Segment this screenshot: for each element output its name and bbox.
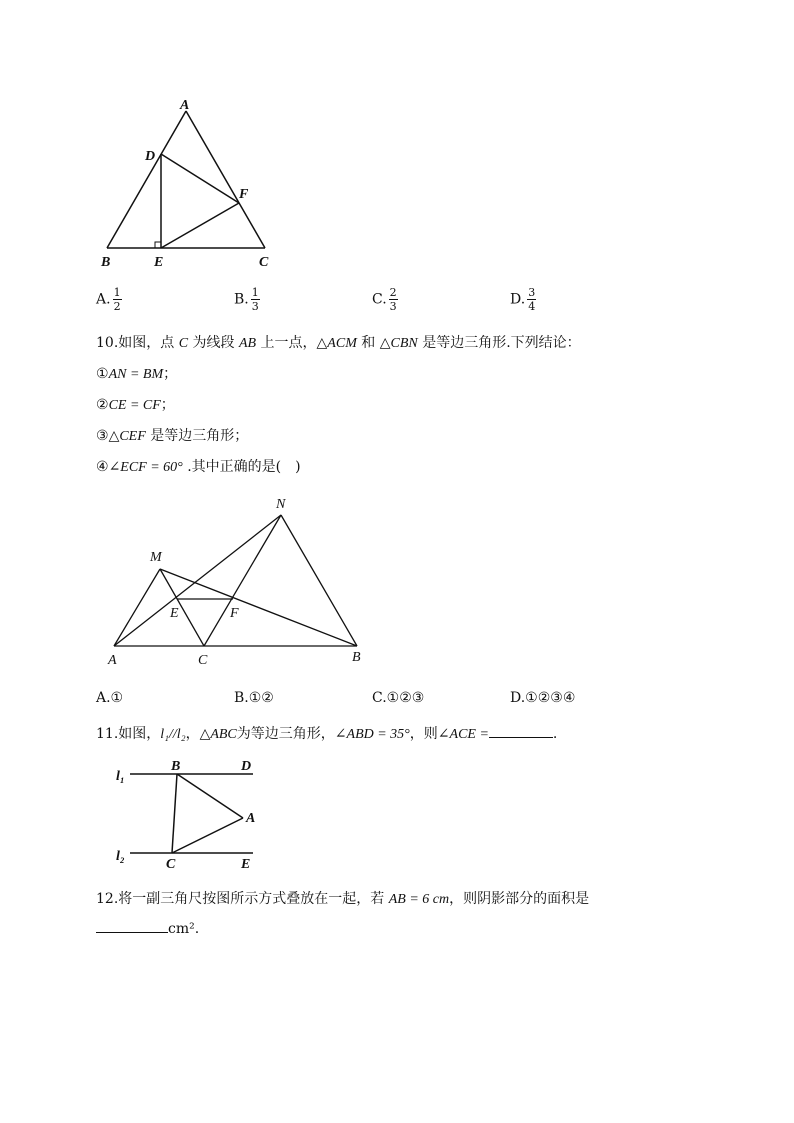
q10-c3-mark: ③ <box>96 428 109 444</box>
q9-label-a: A <box>180 98 190 113</box>
q10-segment-cn <box>204 515 281 646</box>
q11-stem-text-4: ，则 <box>409 726 438 742</box>
q11-stem-parallel: l₁//l₂ <box>160 727 186 742</box>
q11-stem-text-3: 为等边三角形， <box>236 726 335 742</box>
q9-option-b[interactable] <box>234 286 260 313</box>
q9-option-c-letter: C. <box>372 291 387 308</box>
q11-stem-triangle: △ABC <box>199 727 237 742</box>
q10-stem-text-4: 和 <box>356 335 380 351</box>
q9-option-a[interactable] <box>96 286 122 313</box>
q9-option-b-num: 1 <box>251 286 259 299</box>
q9-label-b: B <box>101 255 111 270</box>
q11-stem <box>96 723 557 743</box>
q10-c2-math: CE = CF <box>108 398 161 413</box>
q10-option-c[interactable]: C.①②③ <box>372 690 425 706</box>
q9-option-a-fraction <box>113 286 122 313</box>
q10-c3-end: 是等边三角形； <box>145 428 249 444</box>
q9-option-d-fraction <box>527 286 536 313</box>
q10-stem-text-1: 10.如图，点 <box>96 335 179 351</box>
q9-option-b-den: 3 <box>251 300 259 313</box>
q9-label-f: F <box>239 187 249 202</box>
q10-stem-text-2: 为线段 <box>188 335 239 351</box>
q11-figure <box>110 752 270 872</box>
q10-segment-am <box>114 569 160 646</box>
q9-figure <box>95 95 285 275</box>
q10-conclusion-2 <box>96 394 175 414</box>
q11-segment-bc <box>172 774 177 853</box>
q10-segment-an <box>114 515 281 646</box>
q11-label-e: E <box>241 857 251 872</box>
q9-side-ab <box>107 111 186 248</box>
q10-c2-end: ； <box>160 397 175 413</box>
q10-label-a: A <box>108 653 117 668</box>
q10-conclusion-1 <box>96 363 177 383</box>
q11-segment-ba <box>177 774 243 818</box>
q11-segment-ca <box>172 818 243 853</box>
q11-label-l2: l₂ <box>116 849 125 864</box>
q11-label-b: B <box>171 759 181 774</box>
q9-option-d-num: 3 <box>528 286 536 299</box>
q11-stem-angle-abd: ∠ABD = 35° <box>334 727 410 742</box>
q12-stem-text-1: 12.将一副三角尺按图所示方式叠放在一起，若 <box>96 891 389 907</box>
q10-stem-segment-ab: AB <box>238 336 257 351</box>
q11-stem-end: . <box>552 726 558 742</box>
q10-c2-mark: ② <box>96 397 109 413</box>
q10-segment-nb <box>281 515 357 646</box>
q12-stem <box>96 888 589 908</box>
q10-stem-triangle-acm: △ACM <box>316 336 357 351</box>
q10-c1-math: AN = BM <box>108 367 164 382</box>
q12-stem-ab-length: AB = 6 cm <box>388 892 450 907</box>
q10-stem-point-c: C <box>178 336 189 351</box>
q10-option-a[interactable]: A.① <box>96 690 124 706</box>
q9-segment-ef <box>161 203 239 248</box>
q10-segment-mb <box>160 569 357 646</box>
q9-label-c: C <box>259 255 269 270</box>
q9-option-b-fraction <box>251 286 260 313</box>
q10-stem <box>96 332 581 352</box>
q10-label-c: C <box>198 653 208 668</box>
q11-answer-blank[interactable] <box>489 725 553 738</box>
q10-stem-triangle-cbn: △CBN <box>379 336 418 351</box>
q9-option-d-letter: D. <box>510 291 526 308</box>
q9-option-c-num: 2 <box>389 286 397 299</box>
q10-conclusion-4 <box>96 456 301 476</box>
q11-stem-angle-ace: ∠ACE = <box>437 727 489 742</box>
q11-label-c: C <box>166 857 176 872</box>
q11-label-l1: l₁ <box>116 769 125 784</box>
q9-segment-df <box>161 154 239 203</box>
q10-c3-math: △CEF <box>108 429 146 444</box>
q10-label-f: F <box>230 606 239 621</box>
q9-option-d-den: 4 <box>528 300 536 313</box>
q9-option-a-den: 2 <box>113 300 121 313</box>
q9-label-d: D <box>145 149 156 164</box>
q9-option-a-num: 1 <box>113 286 121 299</box>
q10-label-e: E <box>170 606 179 621</box>
q10-label-m: M <box>150 550 162 565</box>
q12-unit: cm². <box>168 921 200 937</box>
q9-option-d[interactable] <box>510 286 536 313</box>
q9-option-c-den: 3 <box>389 300 397 313</box>
q10-conclusion-3 <box>96 425 248 445</box>
q10-c4-math: ∠ECF = 60° <box>108 460 183 475</box>
q10-stem-text-5: 是等边三角形.下列结论： <box>417 335 581 351</box>
q10-c1-end: ； <box>163 366 178 382</box>
q9-option-c-fraction <box>389 286 398 313</box>
q12-stem-text-2: ，则阴影部分的面积是 <box>449 891 590 907</box>
q10-label-b: B <box>352 650 361 665</box>
q10-c4-mark: ④ <box>96 459 109 475</box>
q9-option-a-letter: A. <box>96 291 111 308</box>
q10-stem-text-3: 上一点， <box>256 335 317 351</box>
q10-figure <box>100 493 375 673</box>
q9-label-e: E <box>154 255 164 270</box>
q12-answer-blank[interactable] <box>96 920 168 933</box>
q11-label-a: A <box>246 811 256 826</box>
q12-answer-line <box>96 920 199 937</box>
q9-option-c[interactable] <box>372 286 398 313</box>
q9-right-angle-mark <box>155 242 161 248</box>
q11-stem-text-2: ， <box>185 726 200 742</box>
q10-c4-end: .其中正确的是( ) <box>182 459 301 475</box>
q10-option-b[interactable]: B.①② <box>234 690 274 706</box>
q9-option-b-letter: B. <box>234 291 249 308</box>
q11-label-d: D <box>241 759 252 774</box>
q10-label-n: N <box>276 497 286 512</box>
q10-option-d[interactable]: D.①②③④ <box>510 690 576 706</box>
q10-c1-mark: ① <box>96 366 109 382</box>
q11-stem-text-1: 11.如图， <box>96 726 161 742</box>
